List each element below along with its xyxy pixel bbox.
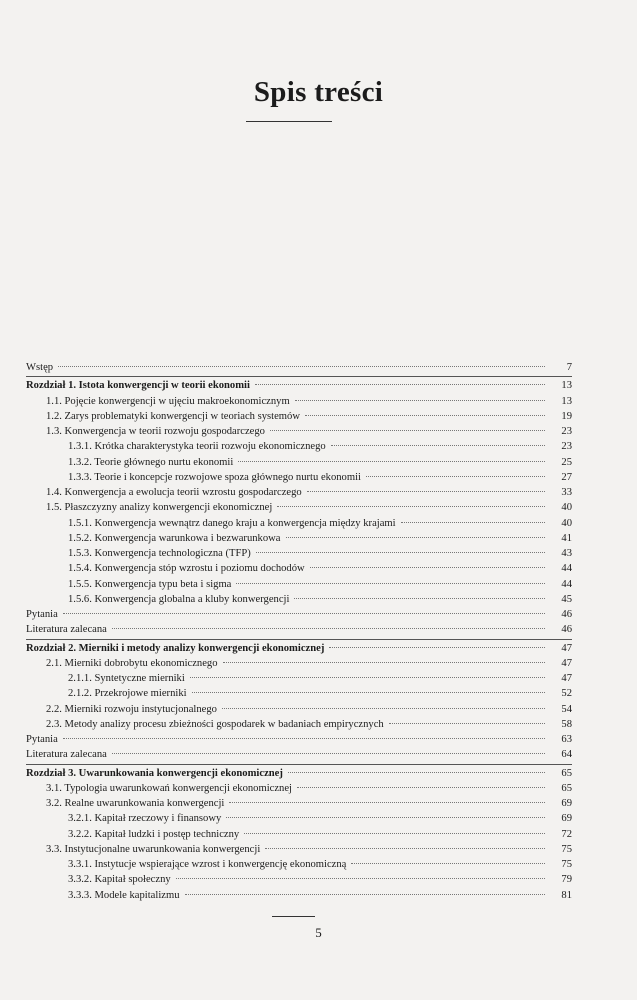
- page-title: Spis treści: [253, 76, 384, 108]
- toc-entry-page: 13: [561, 380, 572, 392]
- dot-leader: [112, 627, 545, 629]
- toc-entry: [26, 732, 572, 747]
- dot-leader: [244, 832, 545, 834]
- dot-leader: [277, 505, 545, 507]
- toc-entry-page: 13: [561, 395, 572, 407]
- toc-entry-page: 54: [561, 703, 572, 715]
- toc-entry-label: 1.5.2. Konwergencja warunkowa i bezwarunkowa: [68, 532, 281, 544]
- toc-entry: [26, 394, 572, 409]
- toc-entry-page: 72: [561, 828, 572, 840]
- toc-entry-page: 19: [561, 410, 572, 422]
- toc-entry: [26, 516, 572, 531]
- toc-entry-page: 25: [561, 456, 572, 468]
- toc-entry-page: 79: [561, 874, 572, 886]
- dot-leader: [222, 707, 545, 709]
- toc-entry-page: 46: [561, 624, 572, 636]
- toc-entry-label: 1.5.5. Konwergencja typu beta i sigma: [68, 578, 232, 590]
- toc-entry-page: 40: [561, 517, 572, 529]
- dot-leader: [190, 676, 545, 678]
- toc-entry-label: 1.3.3. Teorie i koncepcje rozwojowe spoza głównego nurtu ekonomii: [68, 471, 361, 483]
- toc-entry: [26, 747, 572, 762]
- toc-entry-page: 47: [561, 673, 572, 684]
- dot-leader: [192, 691, 545, 693]
- toc-entry: [26, 561, 572, 576]
- toc-entry: [26, 439, 572, 454]
- toc-entry: [26, 455, 572, 470]
- toc-entry: [26, 546, 572, 561]
- toc-entry-label: 3.3. Instytucjonalne uwarunkowania konwergencji: [46, 843, 261, 855]
- dot-leader: [236, 582, 545, 584]
- dot-leader: [310, 566, 545, 568]
- toc-entry-label: Literatura zalecana: [26, 624, 107, 636]
- toc-entry-label: 2.1.1. Syntetyczne mierniki: [68, 673, 185, 684]
- toc-entry-page: 44: [561, 563, 572, 575]
- table-of-contents: [26, 360, 572, 903]
- toc-entry-page: 47: [561, 642, 572, 654]
- dot-leader: [223, 661, 545, 663]
- toc-chapter-entry: [26, 378, 572, 393]
- toc-entry-label: 1.5. Płaszczyzny analizy konwergencji ekonomicznej: [46, 502, 273, 514]
- toc-entry-label: 3.1. Typologia uwarunkowań konwergencji ekonomicznej: [46, 782, 292, 794]
- toc-entry-label: 1.3. Konwergencja w teorii rozwoju gospodarczego: [46, 426, 265, 437]
- toc-entry: [26, 656, 572, 671]
- dot-leader: [226, 816, 545, 818]
- toc-entry-label: 1.1. Pojęcie konwergencji w ujęciu makroekonomicznym: [46, 395, 290, 407]
- page-number: 5: [315, 925, 322, 940]
- dot-leader: [329, 646, 545, 648]
- toc-entry-page: 75: [561, 843, 572, 855]
- toc-entry-page: 65: [561, 782, 572, 794]
- toc-entry-page: 43: [561, 548, 572, 559]
- toc-entry-label: 2.1. Mierniki dobrobytu ekonomicznego: [46, 657, 218, 669]
- toc-entry-label: Rozdział 2. Mierniki i metody analizy konwergencji ekonomicznej: [26, 642, 325, 654]
- toc-entry-label: 3.3.1. Instytucje wspierające wzrost i konwergencję ekonomiczną: [68, 859, 347, 870]
- toc-entry-label: 1.2. Zarys problematyki konwergencji w teoriach systemów: [46, 410, 300, 422]
- toc-entry-label: 2.1.2. Przekrojowe mierniki: [68, 688, 187, 700]
- toc-entry: [26, 717, 572, 732]
- toc-entry: [26, 827, 572, 842]
- toc-entry: [26, 622, 572, 637]
- dot-leader: [305, 414, 545, 416]
- dot-leader: [297, 786, 545, 788]
- dot-leader: [255, 383, 545, 385]
- toc-entry: [26, 500, 572, 515]
- section-separator: [26, 376, 572, 377]
- toc-entry-label: 1.5.3. Konwergencja technologiczna (TFP): [68, 548, 251, 559]
- toc-entry-page: 47: [561, 657, 572, 669]
- toc-entry: [26, 592, 572, 607]
- dot-leader: [270, 429, 545, 431]
- toc-entry: [26, 485, 572, 500]
- toc-entry: [26, 409, 572, 424]
- toc-entry-label: 3.2.1. Kapitał rzeczowy i finansowy: [68, 813, 222, 825]
- toc-entry: [26, 671, 572, 686]
- toc-entry-page: 52: [561, 688, 572, 700]
- dot-leader: [256, 551, 545, 553]
- toc-entry: [26, 702, 572, 717]
- dot-leader: [307, 490, 545, 492]
- toc-entry-page: 27: [561, 471, 572, 483]
- section-separator: [26, 639, 572, 640]
- toc-entry: [26, 470, 572, 485]
- dot-leader: [389, 722, 545, 724]
- toc-chapter-entry: [26, 766, 572, 781]
- toc-entry: [26, 577, 572, 592]
- toc-entry-page: 69: [561, 813, 572, 825]
- toc-entry-page: 23: [561, 426, 572, 437]
- toc-entry-label: Rozdział 1. Istota konwergencji w teorii ekonomii: [26, 380, 250, 392]
- toc-entry-label: 2.2. Mierniki rozwoju instytucjonalnego: [46, 703, 217, 715]
- toc-entry-page: 46: [561, 609, 572, 620]
- toc-entry-page: 7: [566, 362, 572, 373]
- toc-entry: [26, 872, 572, 887]
- toc-entry: [26, 360, 572, 375]
- dot-leader: [265, 847, 545, 849]
- title-underline: [246, 121, 332, 122]
- dot-leader: [112, 752, 545, 754]
- toc-entry: [26, 607, 572, 622]
- toc-entry-page: 44: [561, 578, 572, 590]
- toc-entry-label: 1.4. Konwergencja a ewolucja teorii wzrostu gospodarczego: [46, 487, 302, 498]
- toc-entry-label: 1.5.4. Konwergencja stóp wzrostu i poziomu dochodów: [68, 563, 305, 575]
- toc-entry-page: 64: [561, 749, 572, 761]
- toc-entry-page: 69: [561, 798, 572, 809]
- dot-leader: [294, 597, 545, 599]
- toc-chapter-entry: [26, 641, 572, 656]
- toc-entry: [26, 531, 572, 546]
- toc-entry-label: Wstęp: [26, 362, 54, 373]
- toc-entry-page: 41: [561, 532, 572, 544]
- dot-leader: [366, 475, 545, 477]
- dot-leader: [176, 877, 545, 879]
- dot-leader: [58, 365, 545, 367]
- dot-leader: [238, 460, 545, 462]
- toc-entry-label: 3.2.2. Kapitał ludzki i postęp techniczny: [68, 828, 240, 840]
- toc-entry: [26, 686, 572, 701]
- toc-entry-label: 3.2. Realne uwarunkowania konwergencji: [46, 798, 225, 809]
- toc-entry: [26, 796, 572, 811]
- section-separator: [26, 764, 572, 765]
- toc-entry-label: 3.3.3. Modele kapitalizmu: [68, 889, 180, 901]
- toc-entry-page: 81: [561, 889, 572, 901]
- dot-leader: [63, 612, 545, 614]
- dot-leader: [351, 862, 545, 864]
- dot-leader: [295, 399, 545, 401]
- toc-entry-label: Literatura zalecana: [26, 749, 107, 761]
- toc-entry-label: 1.5.1. Konwergencja wewnątrz danego kraju a konwergencja między krajami: [68, 517, 396, 529]
- toc-entry-label: Pytania: [26, 734, 58, 745]
- toc-entry-page: 58: [561, 718, 572, 730]
- dot-leader: [286, 536, 546, 538]
- toc-entry: [26, 857, 572, 872]
- toc-entry-page: 45: [561, 593, 572, 605]
- toc-entry-label: Pytania: [26, 609, 58, 620]
- dot-leader: [229, 801, 545, 803]
- dot-leader: [63, 737, 545, 739]
- dot-leader: [288, 771, 545, 773]
- dot-leader: [185, 893, 545, 895]
- toc-entry-label: 3.3.2. Kapitał społeczny: [68, 874, 171, 886]
- toc-entry-label: 1.3.2. Teorie głównego nurtu ekonomii: [68, 456, 234, 468]
- toc-entry: [26, 842, 572, 857]
- dot-leader: [331, 444, 545, 446]
- page-number-rule: [272, 916, 315, 917]
- toc-entry: [26, 781, 572, 796]
- toc-entry: [26, 888, 572, 903]
- toc-entry-page: 65: [561, 767, 572, 779]
- toc-entry-page: 23: [561, 441, 572, 453]
- toc-entry: [26, 811, 572, 826]
- toc-entry-page: 40: [561, 502, 572, 514]
- toc-entry-label: Rozdział 3. Uwarunkowania konwergencji ekonomicznej: [26, 767, 283, 779]
- toc-entry: [26, 424, 572, 439]
- dot-leader: [401, 521, 545, 523]
- toc-entry-page: 63: [561, 734, 572, 745]
- toc-entry-label: 1.5.6. Konwergencja globalna a kluby konwergencji: [68, 593, 290, 605]
- toc-entry-page: 75: [561, 859, 572, 870]
- toc-entry-label: 1.3.1. Krótka charakterystyka teorii rozwoju ekonomicznego: [68, 441, 326, 453]
- toc-entry-page: 33: [561, 487, 572, 498]
- toc-entry-label: 2.3. Metody analizy procesu zbieżności gospodarek w badaniach empirycznych: [46, 718, 384, 730]
